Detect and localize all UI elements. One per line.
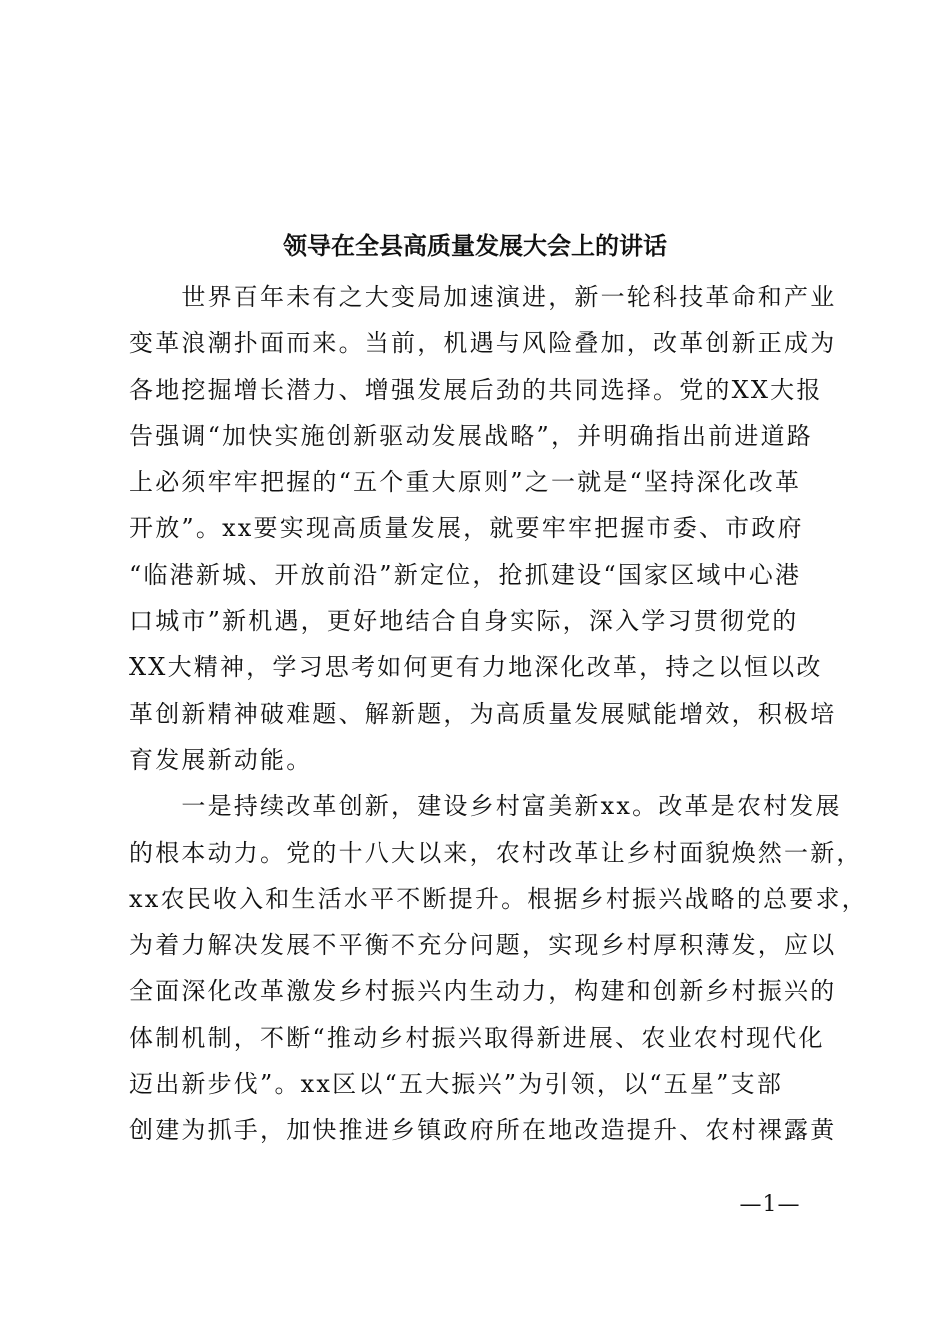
text-line: 世界百年未有之大变局加速演进，新一轮科技革命和产业: [129, 283, 837, 311]
page-number: —1—: [739, 1192, 801, 1217]
text-line: 一是持续改革创新，建设乡村富美新xx。改革是农村发展: [129, 792, 842, 821]
text-line: XX大精神，学习思考如何更有力地深化改革，持之以恒以改: [129, 653, 823, 682]
paragraph-intro: [129, 274, 837, 783]
document-body: [129, 274, 868, 1154]
paragraph-rural-reform: [129, 783, 868, 1153]
text-line: 全面深化改革激发乡村振兴内生动力，构建和创新乡村振兴的: [129, 977, 837, 1006]
text-line: “临港新城、开放前沿”新定位，抢抓建设“国家区域中心港: [129, 560, 802, 589]
text-line: 变革浪潮扑面而来。当前，机遇与风险叠加，改革创新正成为: [129, 329, 837, 358]
text-line: 为着力解决发展不平衡不充分问题，实现乡村厚积薄发，应以: [129, 931, 837, 960]
text-line: 创建为抓手，加快推进乡镇政府所在地改造提升、农村裸露黄: [129, 1116, 837, 1145]
text-line: 体制机制，不断“推动乡村振兴取得新进展、农业农村现代化: [129, 1023, 825, 1052]
text-line: 革创新精神破难题、解新题，为高质量发展赋能增效，积极培: [129, 699, 837, 728]
text-line: 的根本动力。党的十八大以来，农村改革让乡村面貌焕然一新，: [129, 838, 863, 867]
text-line: 口城市”新机遇，更好地结合自身实际，深入学习贯彻党的: [129, 607, 799, 636]
text-line: 迈出新步伐”。xx区以“五大振兴”为引领，以“五星”支部: [129, 1070, 784, 1099]
text-line: 各地挖掘增长潜力、增强发展后劲的共同选择。党的XX大报: [129, 375, 823, 404]
text-line: 告强调“加快实施创新驱动发展战略”，并明确指出前进道路: [129, 421, 813, 450]
text-line: xx农民收入和生活水平不断提升。根据乡村振兴战略的总要求，: [129, 884, 868, 913]
document-title: 领导在全县高质量发展大会上的讲话: [283, 231, 667, 260]
text-line: 育发展新动能。: [129, 745, 313, 774]
text-line: 上必须牢牢把握的“五个重大原则”之一就是“坚持深化改革: [129, 468, 802, 497]
text-line: 开放”。xx要实现高质量发展，就要牢牢把握市委、市政府: [129, 514, 804, 543]
